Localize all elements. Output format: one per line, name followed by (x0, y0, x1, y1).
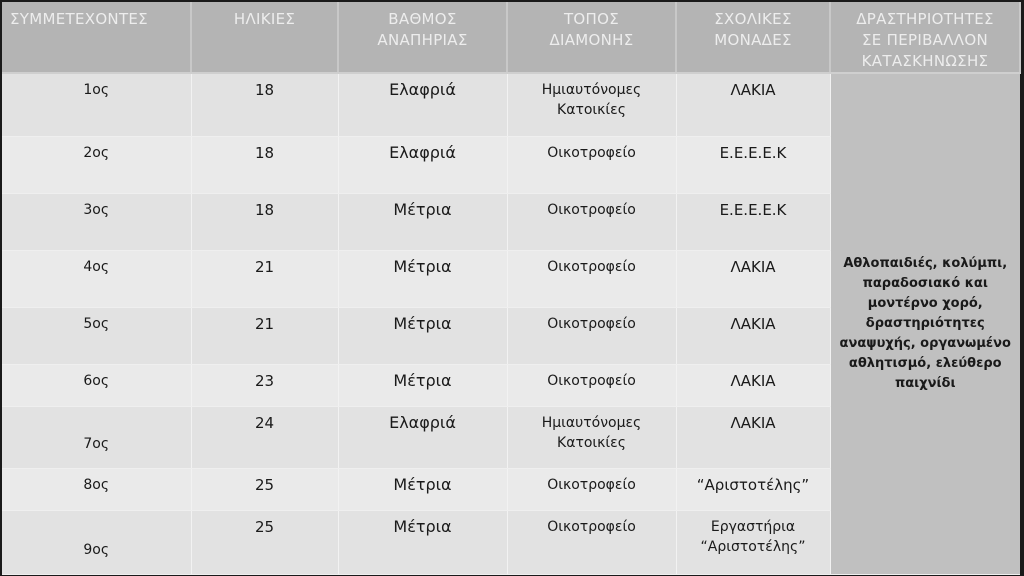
cell-school: Εργαστήρια “Αριστοτέλης” (676, 510, 830, 574)
cell-age: 25 (191, 510, 338, 574)
cell-disability: Μέτρια (338, 193, 507, 250)
cell-participant: 6ος (2, 364, 191, 406)
cell-residence: Οικοτροφείο (507, 136, 676, 193)
header-participants: ΣΥΜΜΕΤΕΧΟΝΤΕΣ (2, 2, 191, 73)
cell-school: Ε.Ε.Ε.Ε.Κ (676, 193, 830, 250)
cell-age: 18 (191, 193, 338, 250)
cell-age: 25 (191, 468, 338, 510)
cell-participant: 8ος (2, 468, 191, 510)
cell-participant: 9ος (2, 510, 191, 574)
cell-age: 24 (191, 406, 338, 468)
header-row (2, 2, 1020, 73)
cell-school: ΛΑΚΙΑ (676, 364, 830, 406)
cell-residence: Οικοτροφείο (507, 364, 676, 406)
cell-school: ΛΑΚΙΑ (676, 307, 830, 364)
cell-participant: 4ος (2, 250, 191, 307)
header-disability-degree: ΒΑΘΜΟΣ ΑΝΑΠΗΡΙΑΣ (338, 2, 507, 73)
cell-residence: Οικοτροφείο (507, 468, 676, 510)
cell-residence: Ημιαυτόνομες Κατοικίες (507, 73, 676, 136)
cell-activities: Αθλοπαιδιές, κολύμπι, παραδοσιακό και μοντέρνο χορό, δραστηριότητες αναψυχής, οργανωμένο αθλητισμό, ελεύθερο παιχνίδι (830, 73, 1020, 574)
header-camp-activities: ΔΡΑΣΤΗΡΙΟΤΗΤΕΣ ΣΕ ΠΕΡΙΒΑΛΛΟΝ ΚΑΤΑΣΚΗΝΩΣΗΣ (830, 2, 1020, 73)
cell-residence: Οικοτροφείο (507, 250, 676, 307)
cell-disability: Ελαφριά (338, 136, 507, 193)
cell-disability: Μέτρια (338, 510, 507, 574)
cell-age: 21 (191, 250, 338, 307)
cell-participant: 3ος (2, 193, 191, 250)
cell-school: ΛΑΚΙΑ (676, 73, 830, 136)
cell-school: “Αριστοτέλης” (676, 468, 830, 510)
cell-disability: Μέτρια (338, 468, 507, 510)
cell-age: 23 (191, 364, 338, 406)
header-residence: ΤΟΠΟΣ ΔΙΑΜΟΝΗΣ (507, 2, 676, 73)
participants-table (2, 2, 1021, 575)
cell-participant: 5ος (2, 307, 191, 364)
cell-disability: Μέτρια (338, 250, 507, 307)
cell-disability: Ελαφριά (338, 406, 507, 468)
cell-residence: Ημιαυτόνομες Κατοικίες (507, 406, 676, 468)
cell-residence: Οικοτροφείο (507, 307, 676, 364)
cell-participant: 2ος (2, 136, 191, 193)
cell-residence: Οικοτροφείο (507, 510, 676, 574)
cell-residence: Οικοτροφείο (507, 193, 676, 250)
header-school-units: ΣΧΟΛΙΚΕΣ ΜΟΝΑΔΕΣ (676, 2, 830, 73)
table-row (2, 73, 1020, 136)
cell-participant: 1ος (2, 73, 191, 136)
cell-age: 18 (191, 73, 338, 136)
cell-school: Ε.Ε.Ε.Ε.Κ (676, 136, 830, 193)
cell-school: ΛΑΚΙΑ (676, 406, 830, 468)
cell-school: ΛΑΚΙΑ (676, 250, 830, 307)
cell-participant: 7ος (2, 406, 191, 468)
cell-disability: Ελαφριά (338, 73, 507, 136)
cell-disability: Μέτρια (338, 307, 507, 364)
cell-disability: Μέτρια (338, 364, 507, 406)
header-ages: ΗΛΙΚΙΕΣ (191, 2, 338, 73)
cell-age: 18 (191, 136, 338, 193)
cell-age: 21 (191, 307, 338, 364)
